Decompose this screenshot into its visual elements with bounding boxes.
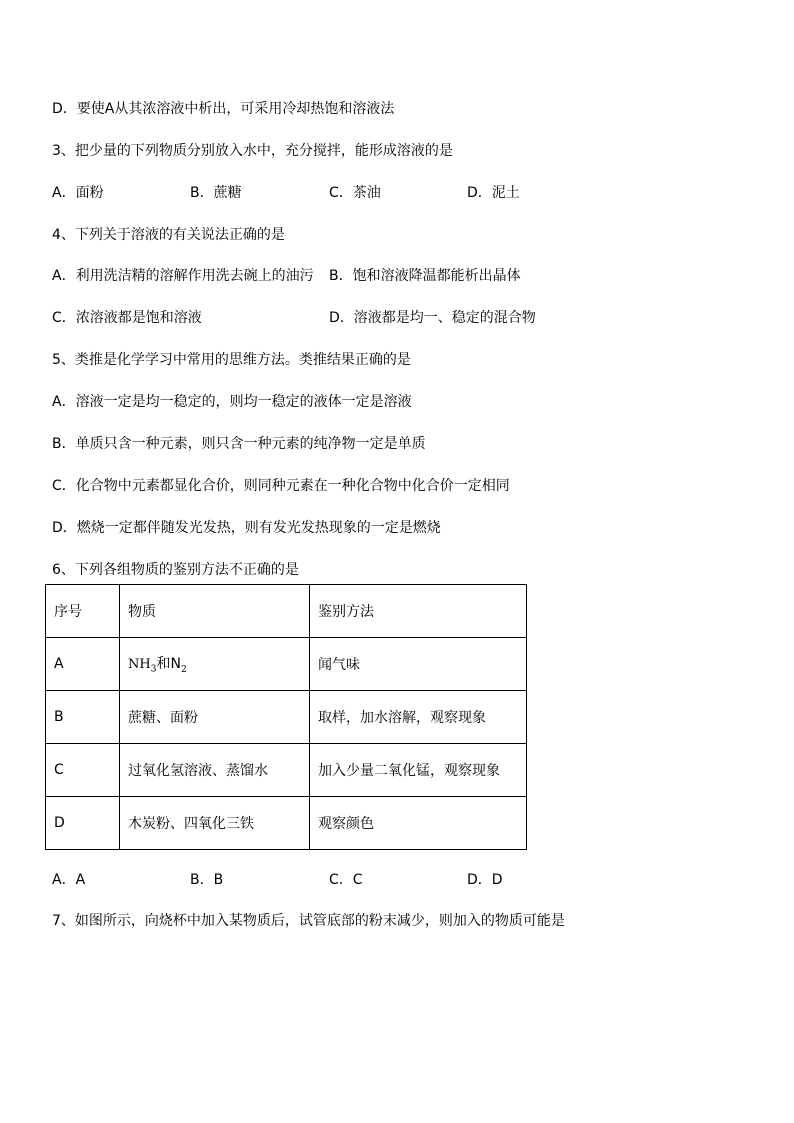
q4-stem: 4、下列关于溶液的有关说法正确的是: [52, 227, 285, 243]
table-header-row: [46, 585, 527, 638]
q6-option-b: B．B: [190, 872, 224, 888]
q5-stem: 5、类推是化学学习中常用的思维方法。类推结果正确的是: [52, 352, 411, 368]
q5-option-c: C．化合物中元素都显化合价，则同种元素在一种化合物中化合价一定相同: [52, 478, 510, 494]
row-method: 加入少量二氧化锰，观察现象: [310, 744, 527, 797]
q3-option-b: B．蔗糖: [190, 185, 242, 201]
q3-stem: 3、把少量的下列物质分别放入水中，充分搅拌，能形成溶液的是: [52, 143, 453, 159]
q4-option-c: C．浓溶液都是饱和溶液: [52, 310, 202, 326]
table-row: [46, 744, 527, 797]
q2-option-d: D．要使A从其浓溶液中析出，可采用冷却热饱和溶液法: [52, 101, 395, 117]
row-substance: 木炭粉、四氧化三铁: [120, 797, 310, 850]
table-row: [46, 797, 527, 850]
header-number: 序号: [46, 585, 120, 638]
q6-stem: 6、下列各组物质的鉴别方法不正确的是: [52, 562, 299, 578]
row-substance: 过氧化氢溶液、蒸馏水: [120, 744, 310, 797]
q6-table: [45, 584, 527, 850]
q5-option-d: D．燃烧一定都伴随发光发热，则有发光发热现象的一定是燃烧: [52, 520, 441, 536]
header-substance: 物质: [120, 585, 310, 638]
row-id: A: [46, 638, 120, 691]
table-row: [46, 638, 527, 691]
row-method: 闻气味: [310, 638, 527, 691]
row-substance: $NH_3$和$N_2$: [120, 638, 310, 691]
row-substance: 蔗糖、面粉: [120, 691, 310, 744]
q5-option-a: A．溶液一定是均一稳定的，则均一稳定的液体一定是溶液: [52, 394, 412, 410]
header-method: 鉴别方法: [310, 585, 527, 638]
q7-stem: 7、如图所示，向烧杯中加入某物质后，试管底部的粉末减少，则加入的物质可能是: [52, 913, 565, 929]
row-id: C: [46, 744, 120, 797]
q4-option-a: A．利用洗洁精的溶解作用洗去碗上的油污: [52, 268, 314, 284]
nh3-formula: $NH_3$: [128, 657, 157, 675]
q6-option-a: A．A: [52, 872, 86, 888]
row-method: 观察颜色: [310, 797, 527, 850]
q3-option-d: D．泥土: [467, 185, 520, 201]
q3-option-c: C．茶油: [329, 185, 381, 201]
q5-option-b: B．单质只含一种元素，则只含一种元素的纯净物一定是单质: [52, 436, 426, 452]
row-method: 取样，加水溶解，观察现象: [310, 691, 527, 744]
q6-option-c: C．C: [329, 872, 363, 888]
q4-option-d: D．溶液都是均一、稳定的混合物: [329, 310, 536, 326]
row-id: D: [46, 797, 120, 850]
row-id: B: [46, 691, 120, 744]
table-row: [46, 691, 527, 744]
q4-option-b: B．饱和溶液降温都能析出晶体: [329, 268, 521, 284]
q3-option-a: A．面粉: [52, 185, 104, 201]
q6-option-d: D．D: [467, 872, 503, 888]
